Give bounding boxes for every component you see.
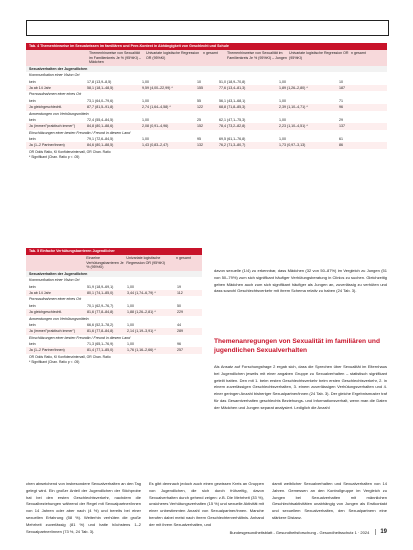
table-cell: 70,1 (62,9–76,7) <box>87 303 114 308</box>
page-footer <box>26 527 387 537</box>
right-column-text-2 <box>214 364 387 412</box>
table-cell: 71 <box>339 98 343 103</box>
table-cell: Anwendungen von Verhütungsmitteln <box>29 111 89 116</box>
column-header <box>29 51 89 65</box>
table-cell: 29 <box>339 117 343 122</box>
table-cell: 86 <box>339 143 343 148</box>
table-cell: kein <box>29 117 36 122</box>
table-cell: Pornoaufnahmen einer eines Ort <box>29 297 82 302</box>
table-cell: 1,43 (0,83–2,47) <box>142 143 169 148</box>
table-cell: 61 <box>339 137 343 142</box>
table-cell: 3,44 (1,74–6,79) * <box>127 290 156 295</box>
table-5-foot-line: * Signifikant (Chan. Ratio p < .05) <box>29 359 80 364</box>
column-header <box>29 256 86 270</box>
table-cell: 2,14 (1,19–3,91) * <box>127 329 156 334</box>
table-cell: 152 <box>197 124 203 129</box>
table-5 <box>26 248 202 366</box>
table-cell: 1,00 <box>279 137 286 142</box>
header-box <box>26 20 389 36</box>
table-cell: 76,2 (71,3–80,7) <box>219 143 246 148</box>
table-cell: Pornoaufnahmen einer eines Ort <box>29 92 82 97</box>
table-5-title: Tab. 5 Einfache Verhütungsbarrieren Jugendlicher <box>26 248 202 255</box>
page-number: 19 <box>375 529 387 535</box>
table-cell: 50 <box>177 303 181 308</box>
table-cell: kein <box>29 303 36 308</box>
table-cell: 84,6 (80,1–88,5) <box>87 143 114 148</box>
table-cell: 72,4 (55,4–84,5) <box>87 117 114 122</box>
table-cell: kein <box>29 98 36 103</box>
table-cell: Ja ab 14 Jahr <box>29 290 51 295</box>
table-4-header <box>26 50 387 66</box>
table-cell: Ja gleichgeschlechtl. <box>29 310 63 315</box>
table-cell: 1,00 <box>127 342 134 347</box>
table-cell: 62,1 (47,1–75,3) <box>219 117 246 122</box>
table-cell: 2,23 (1,10–4,51) * <box>279 124 308 129</box>
table-cell: kein <box>29 342 36 347</box>
table-cell: 19 <box>177 284 181 289</box>
bottom-paragraph: chen abweichend von insbesondere Sexualverhalten an den Tag gelegt wird. Ein großer Anteil der Jugendlichen der Stichprobe hat bei den ersten Geschlechtsverkehr, nachdem die Sexualbeziehungen während der Regel mit Sexualpartner/innen von 14 Jahren oder aber nach (4 %) und bereits bei einer sexuellen Erfahrung (58 %). Weiterhin verhüten die große Mehrheit zuverlässig (81 %) und hatte höchstens 1–2 Sexualpartner/innen (73 %, 24 Tab. 3). <box>26 481 141 534</box>
table-cell: Einschätzungen einer besten Freundin / Freund in diesem Land <box>29 130 131 135</box>
table-cell: Einschätzungen einer besten Freundin / Freund in diesem Land <box>29 335 131 340</box>
table-cell: Ja (immer/"praktisch immer") <box>29 329 76 334</box>
table-cell: 66,6 (52,3–78,2) <box>87 322 114 327</box>
table-4-footnote <box>26 149 387 161</box>
table-cell: 2,39 (1,10–4,71) * <box>279 105 308 110</box>
bottom-paragraph: Es gibt demnach jedoch auch einen gewissen Kreis an Gruppen von Jugendlichen, die sich durch frühzeitig, davon Sexualverhalten durch gehend zeigen: z.B. Die Mehrheit (33 %), unsicheres Verhütungsverhalten (15 %) und sexuelle Aktivität mit einer unbestimmten Anzahl von Sexualpartner/innen. Manche berufen dabei meist nach ihrem Geschlechterverhältnis. Anhand der mit ihrem Sexualverhalten, und <box>149 481 264 527</box>
table-cell: 10 <box>197 79 201 84</box>
table-5-body <box>26 271 202 354</box>
paragraph: davon sexuelle (1/4) zu erkennbar, dass Mädchen (32 von 50–87%) im Vergleich zu Jungen (51 von 50–79%) zum sich signifikant häufiger Verhütungsberatung in Clinics zu suchen. Gleichzeitig geben Mädchen auch zum sich signifikant häufiger als Jungen an, zuverlässig zu verhüten und dass sowohl Geschlechtsverkehr mit ihrem Schema relativ zu haben (24 Tab. 3). <box>214 268 387 294</box>
table-cell: 51,0 (18,9–70,8) <box>219 79 246 84</box>
table-cell: 84,8 (80,1–88,6) <box>87 124 114 129</box>
table-cell: kein <box>29 322 36 327</box>
column-header: Univariate logistische Regression OR (95%KI) <box>289 51 349 60</box>
table-cell: 96 <box>177 342 181 347</box>
table-cell: 1,00 <box>142 117 149 122</box>
table-cell: Sexualverhalten der Jugendlichen <box>29 271 88 276</box>
table-cell: 112 <box>177 290 183 295</box>
table-cell: kein <box>29 284 36 289</box>
table-cell: 2,74 (1,64–4,58) * <box>142 105 171 110</box>
table-cell: kein <box>29 137 36 142</box>
bottom-paragraph: damit weiblicher Sexualverhalten und Sexualverhalten von 14 Jahren. Gemessen an den Kontrollgruppe im Vergleich zu Jungen bei Sexualverhalten mit männlichen Geschlechtsaktivitäten unabhängig von Jungen als Erstkontakt und sexuellem Sexualverhalten, den Sexualpartnern eine stärkere Distanz. <box>272 481 387 520</box>
column-header: Themenhinweise von Sexualität im Familienkreis Je % (95%KI) – Jungen <box>227 51 287 60</box>
table-cell: 289 <box>177 329 183 334</box>
table-cell: 257 <box>177 348 183 353</box>
column-header: Univariate logistische Regression OR (95%KI) <box>126 256 165 265</box>
column-header: n gesamt <box>351 51 366 55</box>
table-cell: Sexualverhalten der Jugendlichen <box>29 66 88 71</box>
table-cell: 1,00 <box>142 79 149 84</box>
table-cell: 1,00 <box>279 117 286 122</box>
table-5-footnote <box>26 354 202 366</box>
table-cell: 1,00 <box>279 79 286 84</box>
table-cell: 1,88 (1,26–2,81) * <box>127 310 156 315</box>
table-cell: 96 <box>339 105 343 110</box>
table-cell: 229 <box>177 310 183 315</box>
table-row <box>26 347 202 353</box>
table-cell: 55 <box>197 98 201 103</box>
column-header: Themenhinweise von Sexualität im Familienkreis Je % (95%KI) – Mädchen <box>89 51 141 65</box>
table-row <box>26 142 387 148</box>
journal-name: Bundesgesundheitsblatt - Gesundheitsforschung - Gesundheitsschutz 1 · 2024 <box>229 529 370 535</box>
table-4-title: Tab. 4 Themenhinweise im Sexualwissen im familiären und Peer-Kontext in Abhängigkeit von Geschlecht und Schule <box>26 43 387 50</box>
table-5-foot-line: OR Odds Ratio, KI Konfidenzintervall, OR Chan. Ratio <box>29 354 111 359</box>
table-cell: 81,6 (77,8–84,8) <box>87 329 114 334</box>
table-5-header <box>26 255 202 271</box>
table-cell: 87,7 (81,5–91,8) <box>87 105 114 110</box>
table-cell: 1,76 (1,16–2,66) * <box>127 348 156 353</box>
table-cell: Ja (immer/"praktisch immer") <box>29 124 76 129</box>
table-cell: 73,1 (64,0–79,6) <box>87 98 114 103</box>
column-header: n gesamt <box>203 51 218 55</box>
table-cell: 1,00 <box>127 284 134 289</box>
table-cell: 81,6 (77,8–84,8) <box>87 310 114 315</box>
table-cell: 25 <box>197 117 201 122</box>
table-cell: 56,1 (43,1–68,1) <box>219 98 246 103</box>
table-cell: 137 <box>339 124 345 129</box>
table-cell: 51,9 (18,9–69,1) <box>87 284 114 289</box>
table-cell: Ja gleichgeschlechtl. <box>29 105 63 110</box>
table-cell: Anwendungen von Verhütungsmitteln <box>29 316 89 321</box>
table-cell: 187 <box>339 85 345 90</box>
table-cell: 1,89 (1,26–2,80) * <box>279 85 308 90</box>
table-4-body <box>26 66 387 149</box>
table-cell: 132 <box>197 143 203 148</box>
table-cell: kein <box>29 79 36 84</box>
table-cell: 17,8 (13,9–8,5) <box>87 79 112 84</box>
table-cell: 1,00 <box>127 303 134 308</box>
column-header: Univariate logistische Regression OR (95%KI) <box>146 51 200 60</box>
table-cell: 95 <box>197 137 201 142</box>
table-cell: Ja (1–2 Partner/innen) <box>29 143 65 148</box>
table-cell: 122 <box>197 105 203 110</box>
table-cell: 1,00 <box>127 322 134 327</box>
table-cell: 69,5 (61,1–76,8) <box>219 137 246 142</box>
table-cell: Kommunikation einer Vision Ort <box>29 278 80 283</box>
table-cell: 155 <box>197 85 203 90</box>
table-4-foot-line: OR Odds Ratio, KI Konfidenzintervall, OR Chan. Ratio <box>29 149 111 154</box>
column-header: n gesamt <box>176 256 191 260</box>
column-header: Einzelne Verhütungsbarrieren Je % (95%KI) <box>86 256 124 270</box>
paragraph: Als Ansatz auf Forschungsfrage 2 ergab sich, dass die Sprechen über Sexualität im Elternhaus bei Jugendlichen jeweils mit einer angaben Gruppe zu Sexualverhalten – statistisch signifikant geteilt hatten. Den mit 1. beim ersten Geschlechtsverkehr beim ersten Geschlechtsverkehr, 2. in einem zuverlässigen Geschlechtsverhalten, 3. einem zuverlässigen Verhütungsverhalten und 4. einer geringen Anzahl bisheriger Sexualpartner/innen (24 Tab. 3). Der gleiche Ergebnismuster traf für das Gesamtverhalten geschlechts Beziehungs- und Informationsverhalt, wenn man die Daten der Mädchen und Jungen separat analysiert. Lediglich die Anzahl <box>214 364 387 410</box>
table-cell: 9,59 (4,00–22,99) * <box>142 85 173 90</box>
table-4-foot-line: * Signifikant (Chan. Ratio p < .05) <box>29 154 80 159</box>
table-cell: 1,73 (0,97–3,13) <box>279 143 306 148</box>
table-cell: 81,4 (77,1–85,0) <box>87 348 114 353</box>
table-cell: Kommunikation einer Vision Ort <box>29 73 80 78</box>
table-cell: Ja ab 14 Jahr <box>29 85 51 90</box>
section-heading: Themenanregungen von Sexualität im familiären und jugendlichen Sexualverhalten <box>214 338 380 354</box>
right-column-text <box>214 268 387 295</box>
table-cell: 1,00 <box>279 98 286 103</box>
table-cell: 80,1 (74,1–85,0) <box>87 290 114 295</box>
table-cell: 68,8 (71,8–85,3) <box>219 105 246 110</box>
table-cell: Ja (1–2 Partner/innen) <box>29 348 65 353</box>
table-cell: 79,1 (72,6–84,5) <box>87 137 114 142</box>
table-cell: 1,00 <box>142 98 149 103</box>
table-4 <box>26 43 387 265</box>
table-cell: 10 <box>339 79 343 84</box>
table-cell: 71,3 (65,1–76,9) <box>87 342 114 347</box>
table-cell: 2,08 (0,91–4,96) <box>142 124 169 129</box>
table-cell: 1,00 <box>142 137 149 142</box>
table-cell: 44 <box>177 322 181 327</box>
table-cell: 58,1 (18,1–48,5) <box>87 85 114 90</box>
table-cell: 77,6 (13,4–81,3) <box>219 85 246 90</box>
table-cell: 78,4 (73,2–82,8) <box>219 124 246 129</box>
